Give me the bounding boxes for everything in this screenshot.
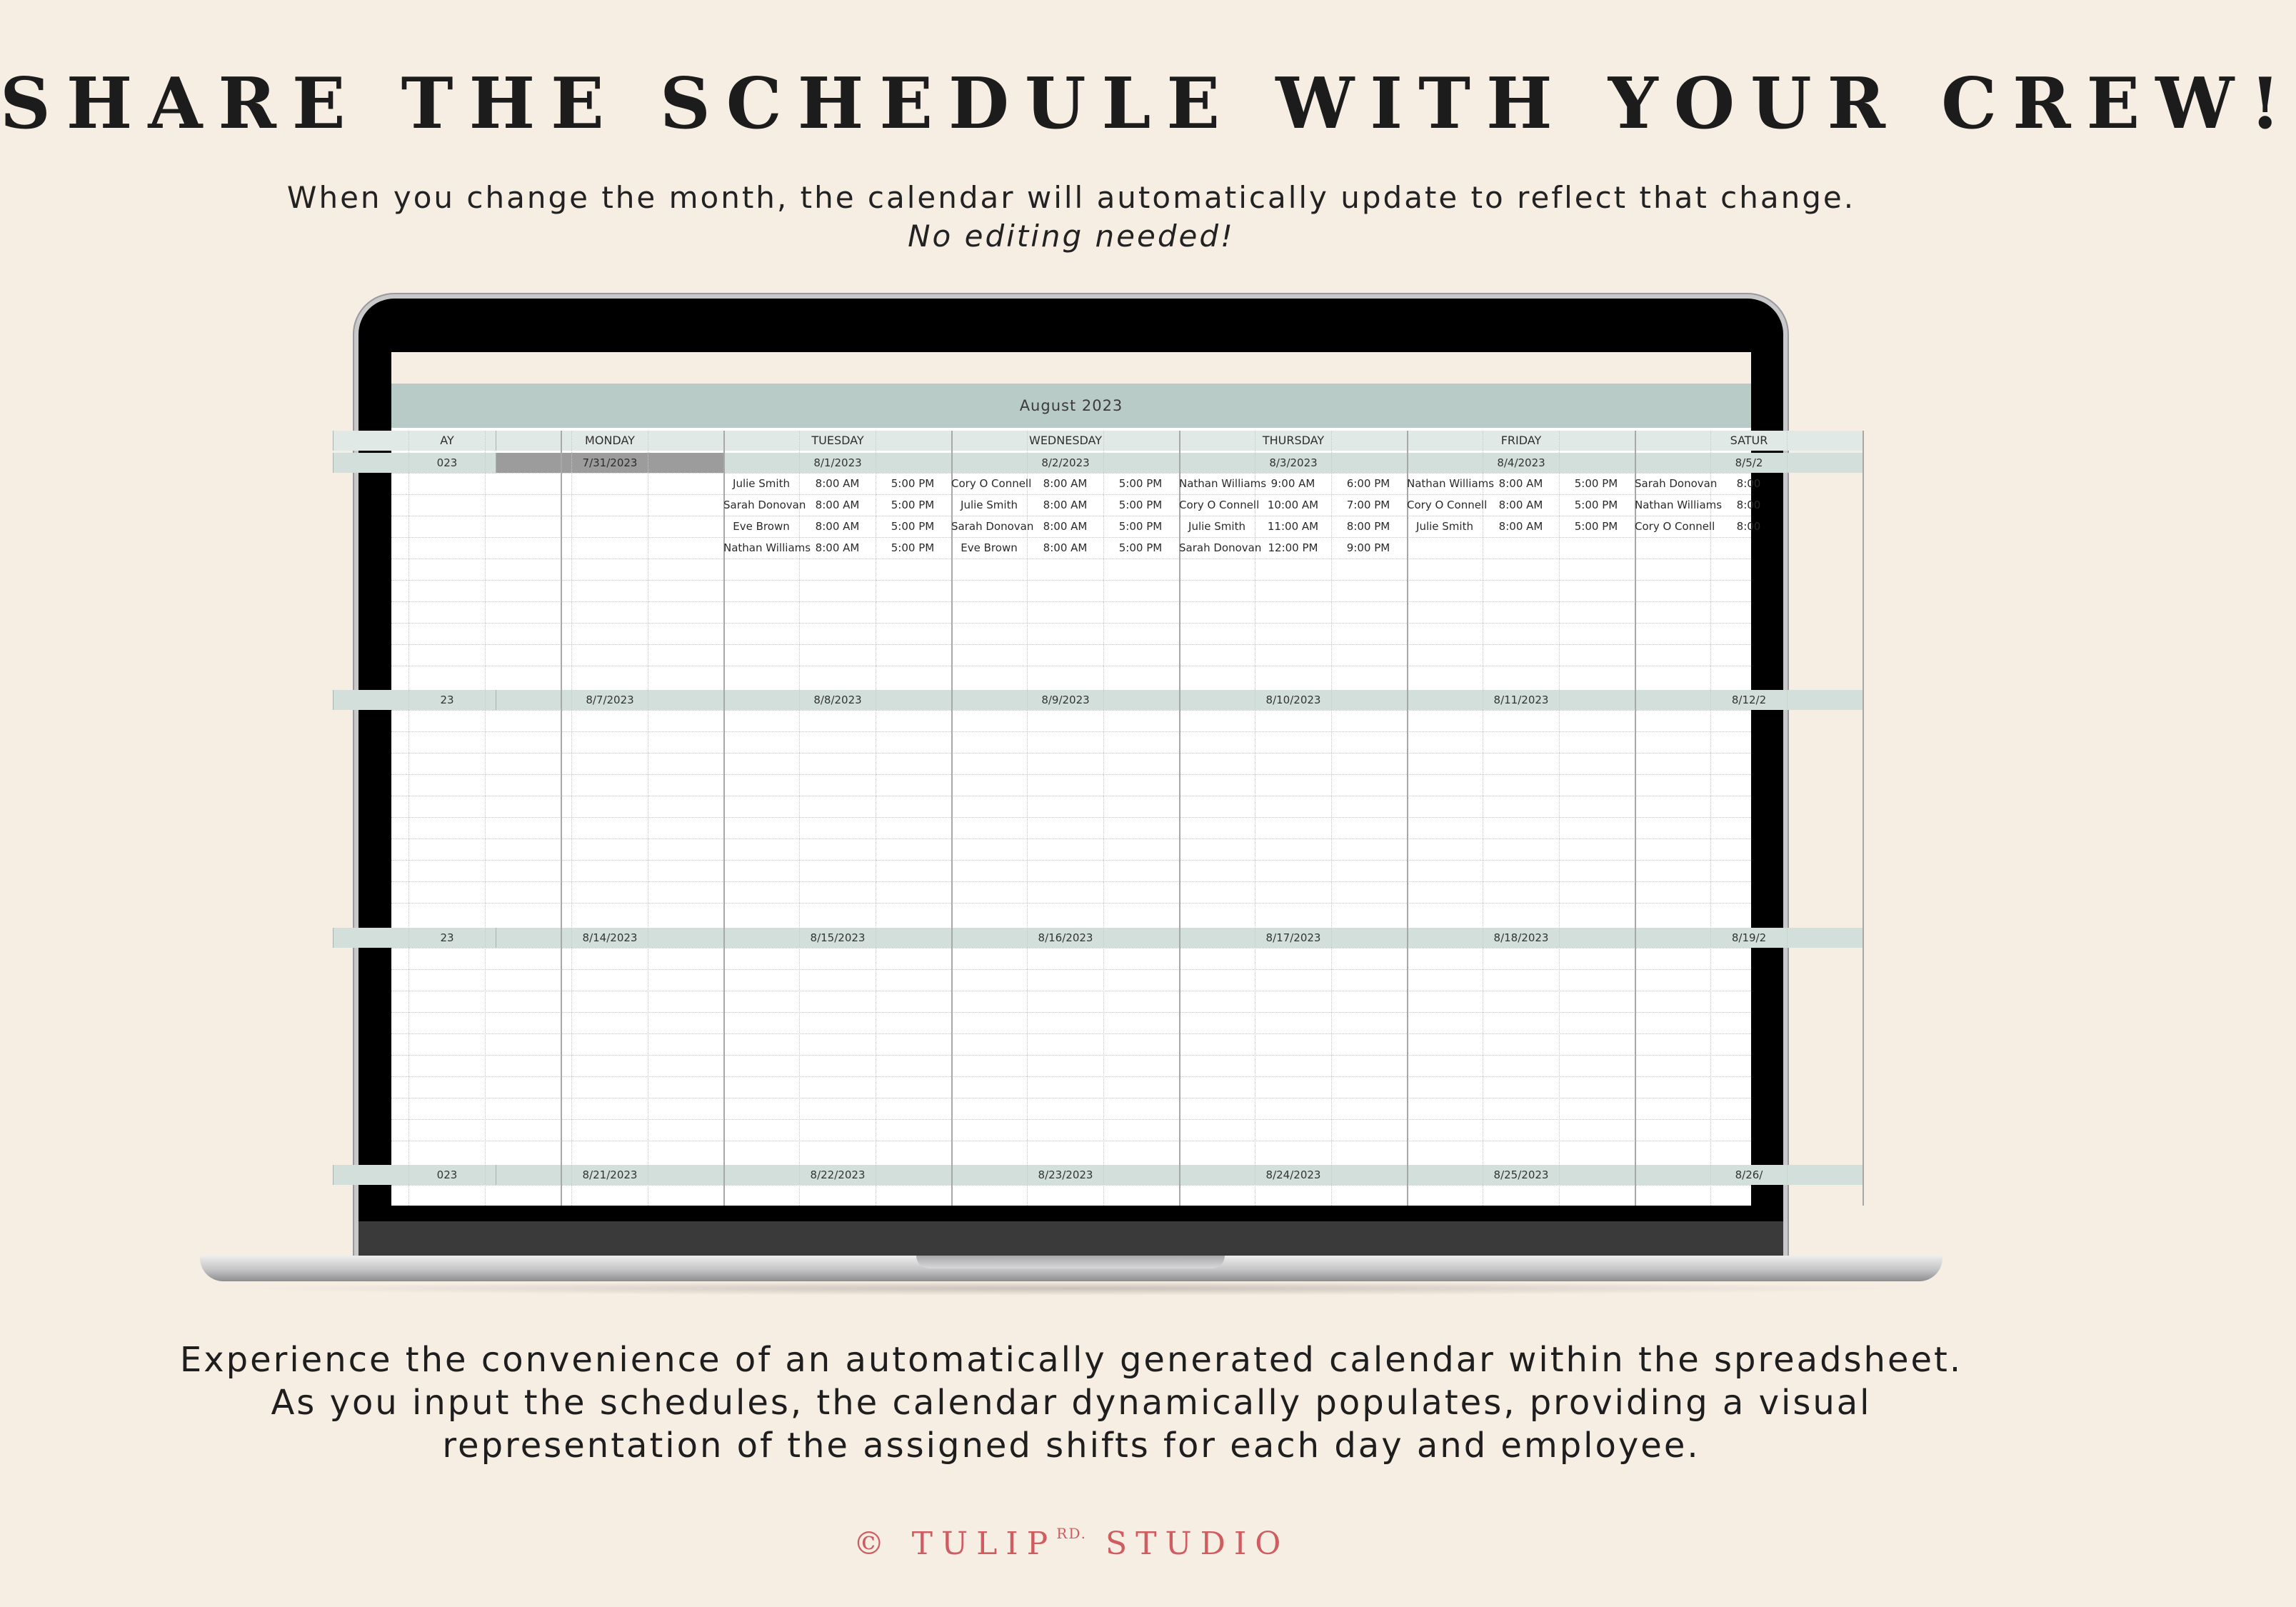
shift-start[interactable]: 9:00 AM — [1270, 477, 1315, 490]
date-cell[interactable]: 8/23/2023 — [951, 1165, 1179, 1185]
brand-superscript: RD. — [1056, 1525, 1088, 1543]
month-title[interactable]: August 2023 — [391, 384, 1751, 428]
shift-employee[interactable]: Cory O Connell — [951, 477, 1032, 490]
grid-row-line — [391, 753, 1751, 754]
shift-employee[interactable]: Eve Brown — [961, 541, 1018, 554]
shift-end[interactable]: 7:00 PM — [1346, 499, 1390, 511]
date-cell[interactable]: 8/16/2023 — [951, 928, 1179, 948]
shift-employee[interactable]: Sarah Donovan — [951, 520, 1034, 533]
date-cell[interactable]: 8/24/2023 — [1179, 1165, 1407, 1185]
shift-employee[interactable]: Nathan Williams — [1407, 477, 1495, 490]
grid-row-line — [391, 1012, 1751, 1013]
date-cell[interactable]: 7/31/2023 — [496, 453, 723, 473]
grid-row-line — [391, 731, 1751, 732]
date-cell[interactable]: 8/22/2023 — [723, 1165, 951, 1185]
shift-end[interactable]: 6:00 PM — [1346, 477, 1390, 490]
body-line-3: representation of the assigned shifts for each day and employee. — [442, 1426, 1700, 1466]
shift-end[interactable]: 5:00 PM — [891, 499, 935, 511]
column-divider — [561, 431, 562, 1206]
date-cell[interactable]: 8/11/2023 — [1407, 690, 1635, 710]
grid-row-line — [391, 1185, 1751, 1186]
shift-end[interactable]: 5:00 PM — [891, 520, 935, 533]
laptop-chin — [359, 1221, 1783, 1256]
grid-row-line — [391, 580, 1751, 581]
shift-start[interactable]: 8:00 AM — [815, 499, 860, 511]
shift-start[interactable]: 8:00 — [1736, 520, 1761, 533]
date-cell[interactable]: 8/2/2023 — [951, 453, 1179, 473]
date-cell[interactable]: 8/12/2 — [1635, 690, 1863, 710]
date-cell[interactable]: 8/8/2023 — [723, 690, 951, 710]
copyright-symbol: © — [853, 1526, 893, 1562]
date-cell[interactable]: 023 — [333, 1165, 561, 1185]
shift-start[interactable]: 8:00 AM — [815, 520, 860, 533]
shift-end[interactable]: 5:00 PM — [1574, 477, 1618, 490]
grid-row-line — [391, 860, 1751, 861]
shift-employee[interactable]: Eve Brown — [733, 520, 790, 533]
shift-employee[interactable]: Nathan Williams — [1179, 477, 1267, 490]
grid-row-line — [391, 1076, 1751, 1077]
date-cell[interactable]: 8/15/2023 — [723, 928, 951, 948]
brand-name-a: TULIP — [911, 1526, 1057, 1562]
sheet-top-strip — [391, 352, 1751, 384]
subcolumn-line — [1710, 431, 1711, 1206]
laptop-shadow — [236, 1281, 1907, 1296]
shift-start[interactable]: 8:00 — [1736, 499, 1761, 511]
grid-row-line — [391, 1119, 1751, 1120]
shift-start[interactable]: 11:00 AM — [1267, 520, 1319, 533]
column-divider — [1407, 431, 1408, 1206]
date-cell[interactable]: 8/26/ — [1635, 1165, 1863, 1185]
grid-row-line — [391, 623, 1751, 624]
shift-end[interactable]: 5:00 PM — [1118, 499, 1163, 511]
day-header[interactable]: THURSDAY — [1179, 431, 1407, 451]
shift-end[interactable]: 9:00 PM — [1346, 541, 1390, 554]
date-cell[interactable]: 8/3/2023 — [1179, 453, 1407, 473]
column-divider — [1635, 431, 1636, 1206]
day-header[interactable]: TUESDAY — [723, 431, 951, 451]
date-cell[interactable]: 23 — [333, 690, 561, 710]
shift-start[interactable]: 8:00 AM — [1043, 477, 1088, 490]
shift-start[interactable]: 8:00 AM — [1498, 499, 1543, 511]
body-line-1: Experience the convenience of an automatically generated calendar within the spreadsheet. — [179, 1340, 1963, 1380]
brand-name-b: STUDIO — [1106, 1526, 1290, 1562]
grid-row-line — [391, 601, 1751, 602]
date-cell[interactable]: 8/17/2023 — [1179, 928, 1407, 948]
shift-start[interactable]: 8:00 AM — [1043, 541, 1088, 554]
grid-row-line — [391, 1055, 1751, 1056]
shift-employee[interactable]: Nathan Williams — [723, 541, 811, 554]
shift-employee[interactable]: Sarah Donovan — [1179, 541, 1262, 554]
body-line-2: As you input the schedules, the calendar dynamically populates, providing a visual — [271, 1383, 1872, 1423]
shift-start[interactable]: 12:00 PM — [1268, 541, 1318, 554]
shift-start[interactable]: 10:00 AM — [1267, 499, 1319, 511]
day-header[interactable]: FRIDAY — [1407, 431, 1635, 451]
day-header[interactable]: SATUR — [1635, 431, 1863, 451]
shift-employee[interactable]: Nathan Williams — [1635, 499, 1723, 511]
grid-row-line — [391, 881, 1751, 882]
subcolumn-line — [1559, 431, 1560, 1206]
grid-row-line — [391, 838, 1751, 839]
shift-employee[interactable]: Sarah Donovan — [1635, 477, 1718, 490]
shift-employee[interactable]: Julie Smith — [1188, 520, 1245, 533]
grid-row-line — [391, 710, 1751, 711]
date-cell[interactable]: 8/25/2023 — [1407, 1165, 1635, 1185]
date-cell[interactable]: 8/10/2023 — [1179, 690, 1407, 710]
shift-end[interactable]: 5:00 PM — [1118, 520, 1163, 533]
shift-employee[interactable]: Cory O Connell — [1179, 499, 1260, 511]
day-header[interactable]: WEDNESDAY — [951, 431, 1179, 451]
shift-employee[interactable]: Julie Smith — [733, 477, 790, 490]
spreadsheet-screen — [391, 352, 1768, 1206]
shift-employee[interactable]: Julie Smith — [1416, 520, 1473, 533]
date-cell[interactable]: 8/5/2 — [1635, 453, 1863, 473]
shift-end[interactable]: 5:00 PM — [891, 541, 935, 554]
shift-employee[interactable]: Sarah Donovan — [723, 499, 806, 511]
shift-end[interactable]: 8:00 PM — [1346, 520, 1390, 533]
shift-end[interactable]: 5:00 PM — [1118, 541, 1163, 554]
shift-start[interactable]: 8:00 AM — [1043, 499, 1088, 511]
shift-end[interactable]: 5:00 PM — [1574, 499, 1618, 511]
shift-start[interactable]: 8:00 AM — [1043, 520, 1088, 533]
date-cell[interactable]: 23 — [333, 928, 561, 948]
column-divider — [1863, 431, 1864, 1206]
subcolumn-line — [485, 431, 486, 1206]
subcolumn-line — [408, 431, 409, 1206]
day-header[interactable]: AY — [333, 431, 561, 451]
brand-logo — [0, 1526, 2142, 1562]
date-cell[interactable]: 8/1/2023 — [723, 453, 951, 473]
grid-row-line — [391, 774, 1751, 775]
grid-row-line — [391, 817, 1751, 818]
date-cell[interactable]: 8/18/2023 — [1407, 928, 1635, 948]
shift-end[interactable]: 5:00 PM — [1574, 520, 1618, 533]
shift-start[interactable]: 8:00 AM — [1498, 477, 1543, 490]
date-cell[interactable]: 8/7/2023 — [496, 690, 723, 710]
day-header[interactable]: MONDAY — [496, 431, 723, 451]
grid-row-line — [391, 969, 1751, 970]
shift-end[interactable]: 5:00 PM — [1118, 477, 1163, 490]
date-cell[interactable]: 8/4/2023 — [1407, 453, 1635, 473]
grid-row-line — [391, 644, 1751, 645]
shift-employee[interactable]: Cory O Connell — [1635, 520, 1715, 533]
shift-start[interactable]: 8:00 AM — [815, 477, 860, 490]
laptop-notch — [916, 1256, 1225, 1268]
date-cell[interactable]: 8/21/2023 — [496, 1165, 723, 1185]
shift-start[interactable]: 8:00 AM — [1498, 520, 1543, 533]
subheadline-italic: No editing needed! — [908, 219, 1235, 254]
subcolumn-line — [571, 431, 572, 1206]
shift-start[interactable]: 8:00 — [1736, 477, 1761, 490]
shift-end[interactable]: 5:00 PM — [891, 477, 935, 490]
date-cell[interactable]: 8/14/2023 — [496, 928, 723, 948]
shift-employee[interactable]: Cory O Connell — [1407, 499, 1488, 511]
date-cell[interactable]: 023 — [333, 453, 561, 473]
subcolumn-line — [1787, 431, 1788, 1206]
grid-row-line — [391, 1033, 1751, 1034]
date-cell[interactable]: 8/19/2 — [1635, 928, 1863, 948]
shift-employee[interactable]: Julie Smith — [961, 499, 1018, 511]
shift-start[interactable]: 8:00 AM — [815, 541, 860, 554]
headline: SHARE THE SCHEDULE WITH YOUR CREW! — [0, 63, 2296, 145]
subheadline: When you change the month, the calendar will automatically update to reflect that change. — [286, 180, 1856, 215]
date-cell[interactable]: 8/9/2023 — [951, 690, 1179, 710]
